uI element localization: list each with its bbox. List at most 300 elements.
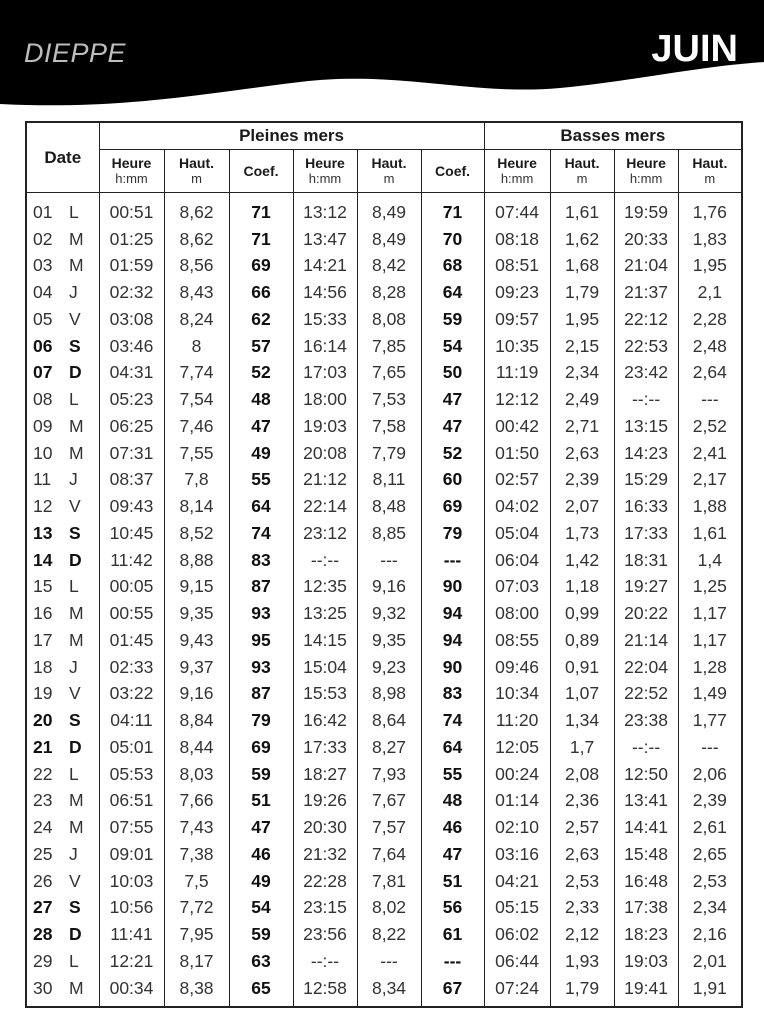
column-header	[484, 150, 550, 193]
day-number: 25	[33, 843, 53, 864]
weekday: M	[69, 228, 84, 249]
date-cell	[26, 520, 99, 547]
date-cell	[26, 360, 99, 387]
date-cell	[26, 600, 99, 627]
coef-cell: 61	[421, 921, 484, 948]
table-row	[26, 520, 742, 547]
time-cell: 16:33	[614, 493, 678, 520]
coef-cell: 83	[421, 681, 484, 708]
column-unit: m	[576, 171, 588, 186]
coef-cell: 71	[229, 193, 293, 226]
height-cell: 2,15	[550, 333, 614, 360]
column-header	[357, 150, 421, 193]
height-cell: 9,37	[164, 654, 229, 681]
column-header	[164, 150, 229, 193]
time-cell: 05:23	[99, 386, 164, 413]
height-cell: 8,43	[164, 279, 229, 306]
weekday: M	[69, 790, 84, 811]
weekday: S	[69, 335, 81, 356]
coef-cell: 95	[229, 627, 293, 654]
date-cell	[26, 440, 99, 467]
coef-cell: 57	[229, 333, 293, 360]
weekday: S	[69, 897, 81, 918]
time-cell: 20:08	[293, 440, 357, 467]
height-cell: 2,36	[550, 788, 614, 815]
height-cell: 9,23	[357, 654, 421, 681]
time-cell: 06:44	[484, 948, 550, 975]
time-cell: 06:25	[99, 413, 164, 440]
day-number: 10	[33, 442, 53, 463]
day-number: 30	[33, 977, 53, 998]
column-unit: h:mm	[115, 171, 148, 186]
time-cell: 17:03	[293, 360, 357, 387]
height-cell: 8,44	[164, 734, 229, 761]
time-cell: 04:31	[99, 360, 164, 387]
height-cell: 8,17	[164, 948, 229, 975]
column-label: Haut.	[692, 155, 728, 171]
date-cell	[26, 193, 99, 226]
coef-cell: ---	[421, 948, 484, 975]
time-cell: 01:50	[484, 440, 550, 467]
table-row	[26, 975, 742, 1007]
table-row	[26, 360, 742, 387]
weekday: D	[69, 736, 82, 757]
height-cell: 2,33	[550, 895, 614, 922]
height-cell: 8,98	[357, 681, 421, 708]
coef-cell: 94	[421, 627, 484, 654]
time-cell: 1,28	[678, 654, 742, 681]
time-cell: 14:23	[614, 440, 678, 467]
height-cell: 7,81	[357, 868, 421, 895]
time-cell: 03:46	[99, 333, 164, 360]
time-cell: 2,39	[678, 788, 742, 815]
height-cell: 8,62	[164, 193, 229, 226]
column-header	[678, 150, 742, 193]
date-cell	[26, 921, 99, 948]
time-cell: 1,83	[678, 226, 742, 253]
table-row	[26, 948, 742, 975]
time-cell: 10:45	[99, 520, 164, 547]
time-cell: 10:35	[484, 333, 550, 360]
height-cell: 7,67	[357, 788, 421, 815]
time-cell: 22:53	[614, 333, 678, 360]
height-cell: 2,39	[550, 467, 614, 494]
time-cell: --:--	[614, 386, 678, 413]
date-cell	[26, 279, 99, 306]
height-cell: 7,57	[357, 814, 421, 841]
height-cell: 1,79	[550, 279, 614, 306]
height-cell: 0,91	[550, 654, 614, 681]
high-tide-header: Pleines mers	[99, 122, 484, 150]
time-cell: 12:58	[293, 975, 357, 1007]
time-cell: 1,77	[678, 707, 742, 734]
weekday: L	[69, 201, 79, 222]
time-cell: 11:20	[484, 707, 550, 734]
height-cell: 1,42	[550, 547, 614, 574]
column-unit: h:mm	[308, 171, 342, 186]
time-cell: 14:41	[614, 814, 678, 841]
time-cell: 23:56	[293, 921, 357, 948]
time-cell: 22:28	[293, 868, 357, 895]
coef-cell: 70	[421, 226, 484, 253]
coef-cell: 90	[421, 574, 484, 601]
coef-cell: 47	[229, 413, 293, 440]
time-cell: 07:44	[484, 193, 550, 226]
time-cell: 13:15	[614, 413, 678, 440]
time-cell: 09:23	[484, 279, 550, 306]
column-header	[293, 150, 357, 193]
coef-cell: 59	[229, 921, 293, 948]
time-cell: 19:03	[614, 948, 678, 975]
height-cell: 8,22	[357, 921, 421, 948]
coef-cell: 90	[421, 654, 484, 681]
time-cell: 21:12	[293, 467, 357, 494]
coef-cell: 64	[229, 493, 293, 520]
table-row	[26, 895, 742, 922]
time-cell: 1,95	[678, 253, 742, 280]
column-unit: h:mm	[629, 171, 663, 186]
time-cell: 09:46	[484, 654, 550, 681]
time-cell: 11:19	[484, 360, 550, 387]
day-number: 03	[33, 255, 53, 276]
coef-cell: 49	[229, 868, 293, 895]
time-cell: 05:53	[99, 761, 164, 788]
time-cell: 04:21	[484, 868, 550, 895]
time-cell: 2,41	[678, 440, 742, 467]
table-row	[26, 761, 742, 788]
weekday: M	[69, 442, 84, 463]
height-cell: 1,61	[550, 193, 614, 226]
day-number: 23	[33, 790, 53, 811]
height-cell: 8,38	[164, 975, 229, 1007]
date-cell	[26, 226, 99, 253]
height-cell: 1,93	[550, 948, 614, 975]
date-cell	[26, 948, 99, 975]
column-header	[99, 150, 164, 193]
height-cell: 2,49	[550, 386, 614, 413]
table-row	[26, 306, 742, 333]
height-cell: 1,62	[550, 226, 614, 253]
date-cell	[26, 788, 99, 815]
date-cell	[26, 574, 99, 601]
coef-cell: 51	[421, 868, 484, 895]
time-cell: 07:31	[99, 440, 164, 467]
height-cell: 7,58	[357, 413, 421, 440]
height-cell: 7,54	[164, 386, 229, 413]
height-cell: 2,63	[550, 440, 614, 467]
tide-table	[25, 121, 743, 1008]
coef-cell: 79	[421, 520, 484, 547]
time-cell: 01:25	[99, 226, 164, 253]
coef-cell: 60	[421, 467, 484, 494]
coef-cell: 87	[229, 681, 293, 708]
time-cell: 10:56	[99, 895, 164, 922]
height-cell: 7,64	[357, 841, 421, 868]
coef-cell: 46	[229, 841, 293, 868]
coef-cell: 51	[229, 788, 293, 815]
time-cell: 15:48	[614, 841, 678, 868]
time-cell: 2,06	[678, 761, 742, 788]
height-cell: 9,43	[164, 627, 229, 654]
weekday: D	[69, 549, 82, 570]
coef-cell: 71	[229, 226, 293, 253]
time-cell: 08:18	[484, 226, 550, 253]
time-cell: 1,17	[678, 627, 742, 654]
time-cell: 06:04	[484, 547, 550, 574]
time-cell: 23:42	[614, 360, 678, 387]
column-label: Haut.	[371, 155, 407, 171]
day-number: 04	[33, 282, 53, 303]
time-cell: 15:04	[293, 654, 357, 681]
height-cell: 2,12	[550, 921, 614, 948]
time-cell: 2,52	[678, 413, 742, 440]
time-cell: 2,34	[678, 895, 742, 922]
height-cell: 7,79	[357, 440, 421, 467]
date-cell	[26, 895, 99, 922]
time-cell: 18:00	[293, 386, 357, 413]
coef-cell: 55	[229, 467, 293, 494]
time-cell: 19:03	[293, 413, 357, 440]
time-cell: 2,17	[678, 467, 742, 494]
height-cell: 9,16	[357, 574, 421, 601]
day-number: 19	[33, 683, 53, 704]
time-cell: 16:14	[293, 333, 357, 360]
height-cell: 8,27	[357, 734, 421, 761]
height-cell: 7,38	[164, 841, 229, 868]
day-number: 12	[33, 496, 53, 517]
coef-cell: 59	[229, 761, 293, 788]
time-cell: 19:59	[614, 193, 678, 226]
day-number: 21	[33, 736, 53, 757]
coef-cell: 55	[421, 761, 484, 788]
weekday: J	[69, 843, 78, 864]
day-number: 08	[33, 389, 53, 410]
day-number: 06	[33, 335, 53, 356]
time-cell: 1,61	[678, 520, 742, 547]
time-cell: ---	[678, 386, 742, 413]
time-cell: --:--	[293, 547, 357, 574]
time-cell: 1,49	[678, 681, 742, 708]
height-cell: 1,73	[550, 520, 614, 547]
height-cell: 8,11	[357, 467, 421, 494]
time-cell: 11:41	[99, 921, 164, 948]
table-row	[26, 333, 742, 360]
weekday: S	[69, 522, 81, 543]
day-number: 01	[33, 201, 53, 222]
time-cell: 2,1	[678, 279, 742, 306]
time-cell: 2,64	[678, 360, 742, 387]
time-cell: 03:16	[484, 841, 550, 868]
time-cell: 00:55	[99, 600, 164, 627]
height-cell: 9,16	[164, 681, 229, 708]
table-row	[26, 921, 742, 948]
time-cell: 20:33	[614, 226, 678, 253]
coef-cell: 87	[229, 574, 293, 601]
time-cell: 12:12	[484, 386, 550, 413]
time-cell: 21:04	[614, 253, 678, 280]
coef-cell: 64	[421, 279, 484, 306]
column-label: Haut.	[179, 155, 214, 171]
time-cell: 1,91	[678, 975, 742, 1007]
day-number: 24	[33, 817, 53, 838]
time-cell: 1,4	[678, 547, 742, 574]
height-cell: 9,35	[357, 627, 421, 654]
time-cell: 06:51	[99, 788, 164, 815]
column-label: Heure	[305, 155, 345, 171]
time-cell: 05:15	[484, 895, 550, 922]
time-cell: 16:42	[293, 707, 357, 734]
time-cell: 08:51	[484, 253, 550, 280]
column-label: Haut.	[564, 155, 600, 171]
height-cell: 1,34	[550, 707, 614, 734]
height-cell: 2,08	[550, 761, 614, 788]
weekday: J	[69, 282, 78, 303]
time-cell: 06:02	[484, 921, 550, 948]
coef-cell: 63	[229, 948, 293, 975]
column-label: Heure	[497, 155, 537, 171]
time-cell: 02:33	[99, 654, 164, 681]
date-cell	[26, 975, 99, 1007]
time-cell: 00:34	[99, 975, 164, 1007]
column-header	[614, 150, 678, 193]
time-cell: 2,65	[678, 841, 742, 868]
height-cell: 7,55	[164, 440, 229, 467]
height-cell: 8,08	[357, 306, 421, 333]
date-cell	[26, 493, 99, 520]
time-cell: 02:10	[484, 814, 550, 841]
weekday: M	[69, 629, 84, 650]
table-row	[26, 868, 742, 895]
height-cell: 7,72	[164, 895, 229, 922]
time-cell: 18:27	[293, 761, 357, 788]
time-cell: --:--	[614, 734, 678, 761]
column-unit: m	[383, 171, 395, 186]
coef-cell: 52	[229, 360, 293, 387]
coef-cell: 50	[421, 360, 484, 387]
height-cell: 1,18	[550, 574, 614, 601]
height-cell: 8,03	[164, 761, 229, 788]
day-number: 22	[33, 763, 53, 784]
weekday: D	[69, 924, 82, 945]
height-cell: 1,95	[550, 306, 614, 333]
height-cell: 2,34	[550, 360, 614, 387]
date-cell	[26, 841, 99, 868]
time-cell: 17:38	[614, 895, 678, 922]
coef-cell: 69	[421, 493, 484, 520]
date-cell	[26, 868, 99, 895]
coef-cell: ---	[421, 547, 484, 574]
height-cell: 7,85	[357, 333, 421, 360]
weekday: M	[69, 817, 84, 838]
weekday: M	[69, 977, 84, 998]
day-number: 20	[33, 710, 53, 731]
height-cell: 9,15	[164, 574, 229, 601]
time-cell: 23:38	[614, 707, 678, 734]
day-number: 09	[33, 415, 53, 436]
coef-cell: 47	[229, 814, 293, 841]
time-cell: 19:41	[614, 975, 678, 1007]
time-cell: 19:26	[293, 788, 357, 815]
date-cell	[26, 707, 99, 734]
time-cell: 17:33	[293, 734, 357, 761]
time-cell: 20:22	[614, 600, 678, 627]
time-cell: 02:32	[99, 279, 164, 306]
coef-cell: 59	[421, 306, 484, 333]
coef-cell: 56	[421, 895, 484, 922]
height-cell: 7,65	[357, 360, 421, 387]
day-number: 15	[33, 576, 53, 597]
height-cell: 7,95	[164, 921, 229, 948]
height-cell: 8,52	[164, 520, 229, 547]
time-cell: 07:24	[484, 975, 550, 1007]
height-cell: 7,8	[164, 467, 229, 494]
coef-cell: 69	[229, 734, 293, 761]
time-cell: 13:25	[293, 600, 357, 627]
time-cell: 13:47	[293, 226, 357, 253]
time-cell: 14:56	[293, 279, 357, 306]
height-cell: 8,34	[357, 975, 421, 1007]
height-cell: 8,49	[357, 226, 421, 253]
height-cell: 7,43	[164, 814, 229, 841]
weekday: J	[69, 469, 78, 490]
coef-cell: 69	[229, 253, 293, 280]
time-cell: 13:41	[614, 788, 678, 815]
date-header: Date	[26, 122, 99, 193]
time-cell: 1,76	[678, 193, 742, 226]
time-cell: 01:45	[99, 627, 164, 654]
height-cell: 8,84	[164, 707, 229, 734]
coef-cell: 79	[229, 707, 293, 734]
day-number: 29	[33, 950, 53, 971]
day-number: 14	[33, 549, 53, 570]
height-cell: 2,53	[550, 868, 614, 895]
height-cell: 2,57	[550, 814, 614, 841]
date-cell	[26, 681, 99, 708]
weekday: M	[69, 255, 84, 276]
time-cell: 13:12	[293, 193, 357, 226]
column-unit: m	[191, 171, 202, 186]
height-cell: 1,68	[550, 253, 614, 280]
table-row	[26, 279, 742, 306]
weekday: D	[69, 362, 82, 383]
time-cell: 11:42	[99, 547, 164, 574]
day-number: 18	[33, 656, 53, 677]
time-cell: 21:14	[614, 627, 678, 654]
height-cell: 0,99	[550, 600, 614, 627]
time-cell: 07:03	[484, 574, 550, 601]
coef-cell: 68	[421, 253, 484, 280]
height-cell: 8,88	[164, 547, 229, 574]
time-cell: 03:22	[99, 681, 164, 708]
height-cell: ---	[357, 948, 421, 975]
time-cell: 07:55	[99, 814, 164, 841]
time-cell: 01:59	[99, 253, 164, 280]
coef-cell: 54	[421, 333, 484, 360]
height-cell: 1,07	[550, 681, 614, 708]
table-row	[26, 841, 742, 868]
time-cell: 15:33	[293, 306, 357, 333]
coef-cell: 65	[229, 975, 293, 1007]
coef-cell: 48	[421, 788, 484, 815]
day-number: 13	[33, 522, 53, 543]
time-cell: 12:05	[484, 734, 550, 761]
coef-cell: 49	[229, 440, 293, 467]
height-cell: 8,48	[357, 493, 421, 520]
day-number: 05	[33, 308, 53, 329]
table-row	[26, 193, 742, 226]
height-cell: 8,85	[357, 520, 421, 547]
time-cell: 09:57	[484, 306, 550, 333]
